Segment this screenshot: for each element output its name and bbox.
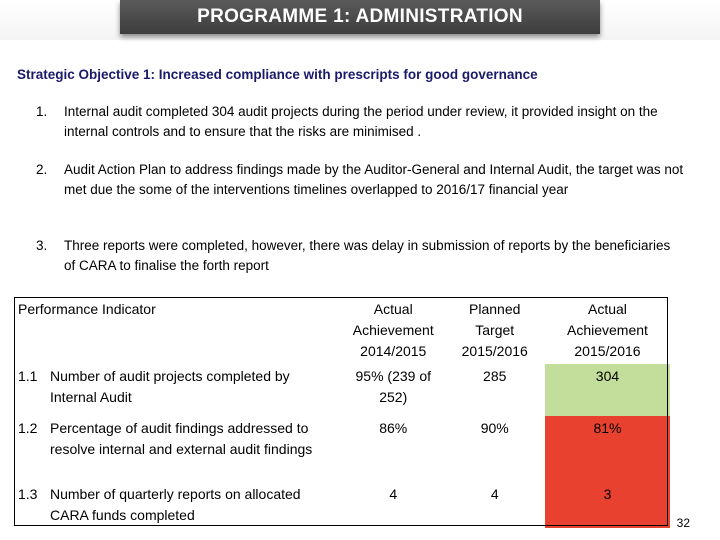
list-item-number: 1. [36, 104, 48, 119]
page-title: PROGRAMME 1: ADMINISTRATION [197, 6, 523, 27]
header-actual-2015: Actual Achievement 2015/2016 [567, 301, 648, 359]
header-indicator: Performance Indicator [18, 301, 156, 317]
actual-curr-cell: 3 [545, 482, 670, 528]
indicator-text: Number of quarterly reports on allocated CARA funds completed [50, 486, 301, 523]
list-item-number: 3. [36, 238, 48, 253]
header-actual-2014: Actual Achievement 2014/2015 [352, 301, 434, 359]
table-row [14, 364, 670, 416]
actual-curr-cell: 304 [545, 364, 670, 416]
planned-cell: 90% [480, 420, 509, 436]
title-bar [120, 0, 600, 34]
strategic-objective: Strategic Objective 1: Increased compliance with prescripts for good governance [17, 67, 538, 82]
list-item [36, 102, 684, 142]
table-header-row [14, 297, 670, 364]
list-item-text: Internal audit completed 304 audit projects during the period under review, it provided insight on the internal controls and to ensure that the risks are minimised . [64, 104, 658, 139]
indicator-cell [14, 364, 342, 416]
planned-cell: 285 [483, 368, 507, 384]
list-item [36, 160, 684, 200]
performance-table [14, 297, 670, 528]
actual-prev-cell: 4 [389, 486, 398, 502]
actual-prev-cell: 95% (239 of 252) [355, 368, 431, 405]
table-row [14, 416, 670, 482]
indicator-number: 1.3 [18, 486, 38, 502]
indicator-number: 1.2 [18, 420, 38, 436]
actual-curr-cell: 81% [545, 416, 670, 482]
list-item-text: Three reports were completed, however, there was delay in submission of reports by the beneficiaries of CARA to finalise the forth report [64, 238, 671, 273]
table-row [14, 482, 670, 528]
indicator-cell [14, 482, 342, 528]
planned-cell: 4 [490, 486, 499, 502]
indicator-text: Percentage of audit findings addressed to resolve internal and external audit findings [50, 420, 313, 457]
indicator-text: Number of audit projects completed by Internal Audit [50, 368, 290, 405]
list-item [36, 236, 684, 276]
list-item-text: Audit Action Plan to address findings made by the Auditor-General and Internal Audit, the target was not met due the some of the interventions timelines overlapped to 2016/17 financial year [64, 162, 684, 197]
header-planned-2015: Planned Target 2015/2016 [461, 301, 528, 359]
list-item-number: 2. [36, 162, 48, 177]
indicator-number: 1.1 [18, 368, 38, 384]
page-number: 32 [676, 516, 690, 530]
indicator-cell [14, 416, 342, 482]
actual-prev-cell: 86% [379, 420, 408, 436]
